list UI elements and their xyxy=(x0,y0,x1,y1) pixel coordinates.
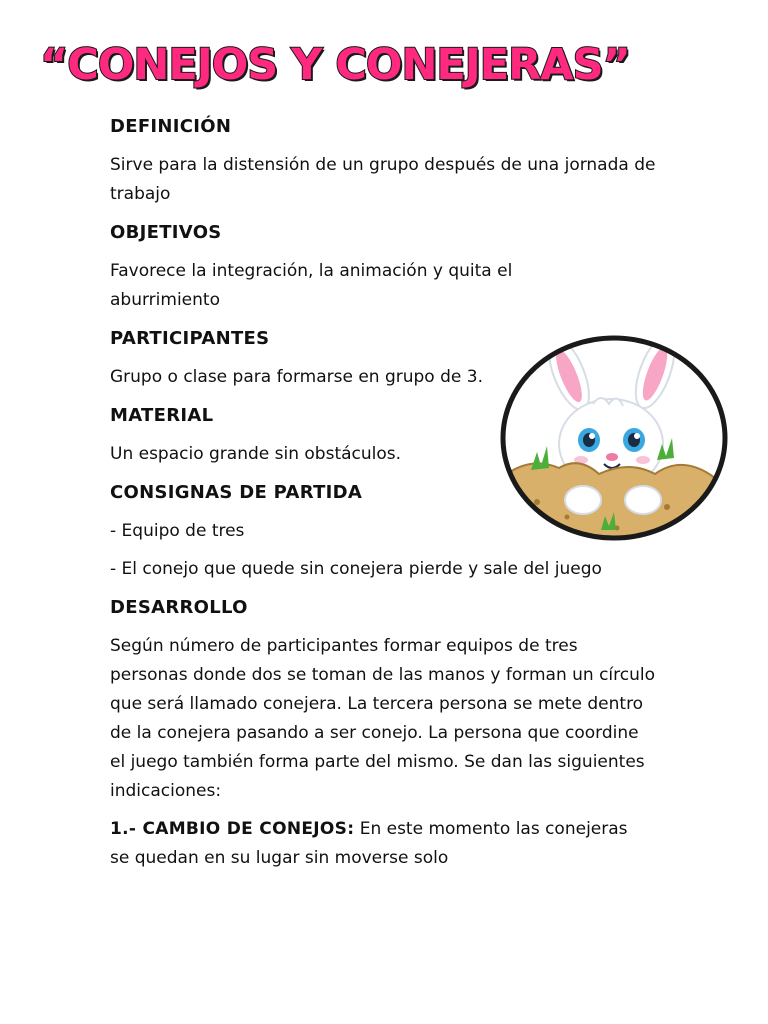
text-desarrollo: Según número de participantes formar equipos de tres personas donde dos se toman de las manos y forman un círculo que será llamado conejera. La tercera persona se mete dentro de la conejera pasando a ser conejo. La persona que coordine el juego también forma parte del mismo. Se dan las siguientes indicaciones: xyxy=(110,636,656,801)
list-item: - El conejo que quede sin conejera pierde y sale del juego xyxy=(110,559,602,579)
text-material: Un espacio grande sin obstáculos. xyxy=(110,444,402,464)
list-item: - Equipo de tres xyxy=(110,521,245,541)
step-1-paragraph xyxy=(110,815,630,873)
heading-desarrollo: DESARROLLO xyxy=(110,597,248,618)
bunny-in-burrow-icon xyxy=(497,332,731,544)
text-definicion: Sirve para la distensión de un grupo después de una jornada de trabajo xyxy=(110,155,656,204)
heading-consignas: CONSIGNAS DE PARTIDA xyxy=(110,482,363,503)
heading-participantes: PARTICIPANTES xyxy=(110,328,270,349)
step-1-label: 1.- CAMBIO DE CONEJOS: xyxy=(110,819,355,839)
step-1-text: En este momento las conejeras se quedan en su lugar sin moverse solo xyxy=(110,819,628,868)
text-participantes: Grupo o clase para formarse en grupo de 3. xyxy=(110,367,483,387)
heading-objetivos: OBJETIVOS xyxy=(110,222,222,243)
page-title: “CONEJOS Y CONEJERAS” xyxy=(40,40,630,90)
text-objetivos: Favorece la integración, la animación y quita el aburrimiento xyxy=(110,261,513,310)
heading-material: MATERIAL xyxy=(110,405,214,426)
bunny-illustration xyxy=(497,332,731,544)
heading-definicion: DEFINICIÓN xyxy=(110,116,232,137)
